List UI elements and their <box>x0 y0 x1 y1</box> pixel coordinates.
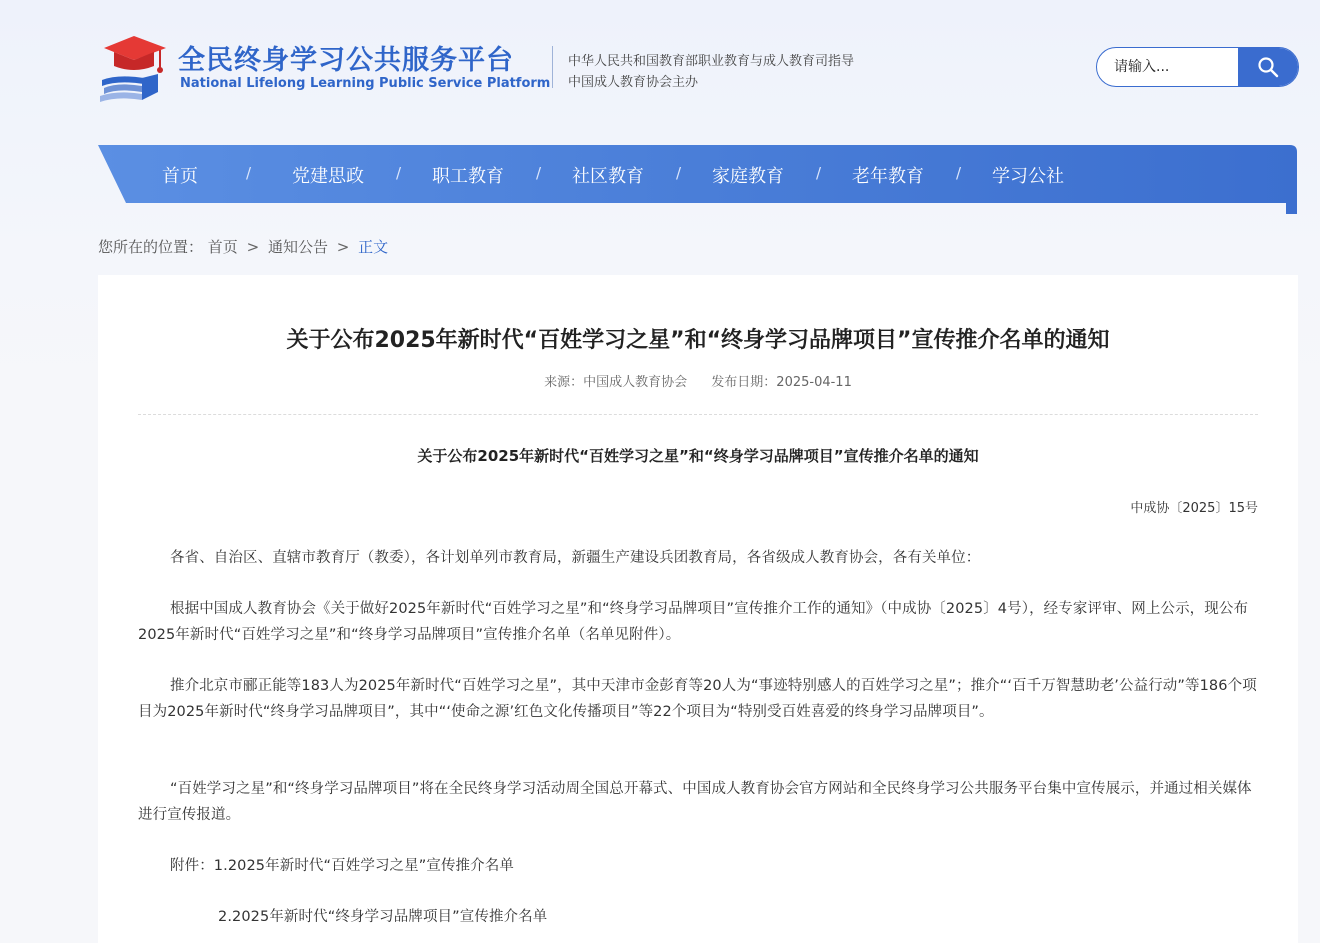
search-button[interactable] <box>1238 48 1298 86</box>
breadcrumb-prefix: 您所在的位置： <box>98 238 204 256</box>
article-card <box>98 275 1298 943</box>
nav-item-party-building[interactable]: 党建思政 <box>292 166 364 187</box>
site-title[interactable]: 全民终身学习公共服务平台 <box>178 45 514 76</box>
document-title: 关于公布2025年新时代“百姓学习之星”和“终身学习品牌项目”宣传推介名单的通知 <box>417 447 979 465</box>
article-meta <box>98 371 1298 390</box>
nav-separator: / <box>956 164 962 182</box>
paragraph-basis: 根据中国成人教育协会《关于做好2025年新时代“百姓学习之星”和“终身学习品牌项目”宣传推介工作的通知》（中成协〔2025〕4号），经专家评审、网上公示，现公布2025年新时代“百姓学习之星”和“终身学习品牌项目”宣传推介名单（名单见附件）。 <box>138 601 1249 643</box>
site-header <box>0 0 1320 140</box>
nav-item-senior-education[interactable]: 老年教育 <box>852 166 924 187</box>
nav-item-community-education[interactable]: 社区教育 <box>572 166 644 187</box>
host-org: 中国成人教育协会主办 <box>568 75 699 90</box>
search-input[interactable] <box>1097 48 1240 86</box>
search-box <box>1096 47 1299 87</box>
attachment-link-2[interactable]: 2.2025年新时代“终身学习品牌项目”宣传推介名单 <box>218 909 548 925</box>
title-divider <box>138 414 1258 415</box>
breadcrumb-notices-link[interactable]: 通知公告 <box>267 238 328 256</box>
breadcrumb-current: 正文 <box>358 238 389 256</box>
nav-background <box>98 145 1298 214</box>
nav-item-home[interactable]: 首页 <box>162 166 198 187</box>
breadcrumb-arrow: > <box>336 238 350 256</box>
nav-item-learning-commune[interactable]: 学习公社 <box>992 166 1064 187</box>
paragraph-recommendations: 推介北京市郦正能等183人为2025年新时代“百姓学习之星”，其中天津市金彭育等20人为“事迹特别感人的百姓学习之星”；推介“‘百千万智慧助老’公益行动”等186个项目为2025年新时代“终身学习品牌项目”，其中“‘使命之源’红色文化传播项目”等22个项目为“特别受百姓喜爱的终身学习品牌项目”。 <box>138 678 1257 720</box>
nav-separator: / <box>396 164 402 182</box>
nav-separator: / <box>816 164 822 182</box>
document-number: 中成协〔2025〕15号 <box>1130 501 1258 516</box>
attachment-link-1[interactable]: 附件：1.2025年新时代“百姓学习之星”宣传推介名单 <box>170 858 514 874</box>
article-source: 来源：中国成人教育协会 <box>544 375 688 390</box>
nav-separator: / <box>246 164 252 182</box>
nav-separator: / <box>676 164 682 182</box>
paragraph-publicity: “百姓学习之星”和“终身学习品牌项目”将在全民终身学习活动周全国总开幕式、中国成人教育协会官方网站和全民终身学习公共服务平台集中宣传展示，并通过相关媒体进行宣传报道。 <box>138 781 1252 823</box>
main-nav <box>98 145 1298 205</box>
breadcrumb-arrow: > <box>246 238 260 256</box>
guiding-org: 中华人民共和国教育部职业教育与成人教育司指导 <box>568 54 855 69</box>
header-divider <box>552 46 553 88</box>
breadcrumb-home-link[interactable]: 首页 <box>207 238 238 256</box>
article-date: 发布日期：2025-04-11 <box>711 375 852 390</box>
article-title: 关于公布2025年新时代“百姓学习之星”和“终身学习品牌项目”宣传推介名单的通知 <box>286 328 1110 353</box>
graduation-cap-books-logo-icon[interactable] <box>98 30 168 102</box>
paragraph-addressees: 各省、自治区、直辖市教育厅（教委），各计划单列市教育局，新疆生产建设兵团教育局，各省级成人教育协会，各有关单位： <box>170 550 981 566</box>
nav-item-worker-education[interactable]: 职工教育 <box>432 166 504 187</box>
nav-separator: / <box>536 164 542 182</box>
site-subtitle[interactable]: National Lifelong Learning Public Service Platform <box>180 76 551 91</box>
nav-item-family-education[interactable]: 家庭教育 <box>712 166 784 187</box>
search-icon <box>1257 56 1279 78</box>
breadcrumb <box>98 236 388 257</box>
